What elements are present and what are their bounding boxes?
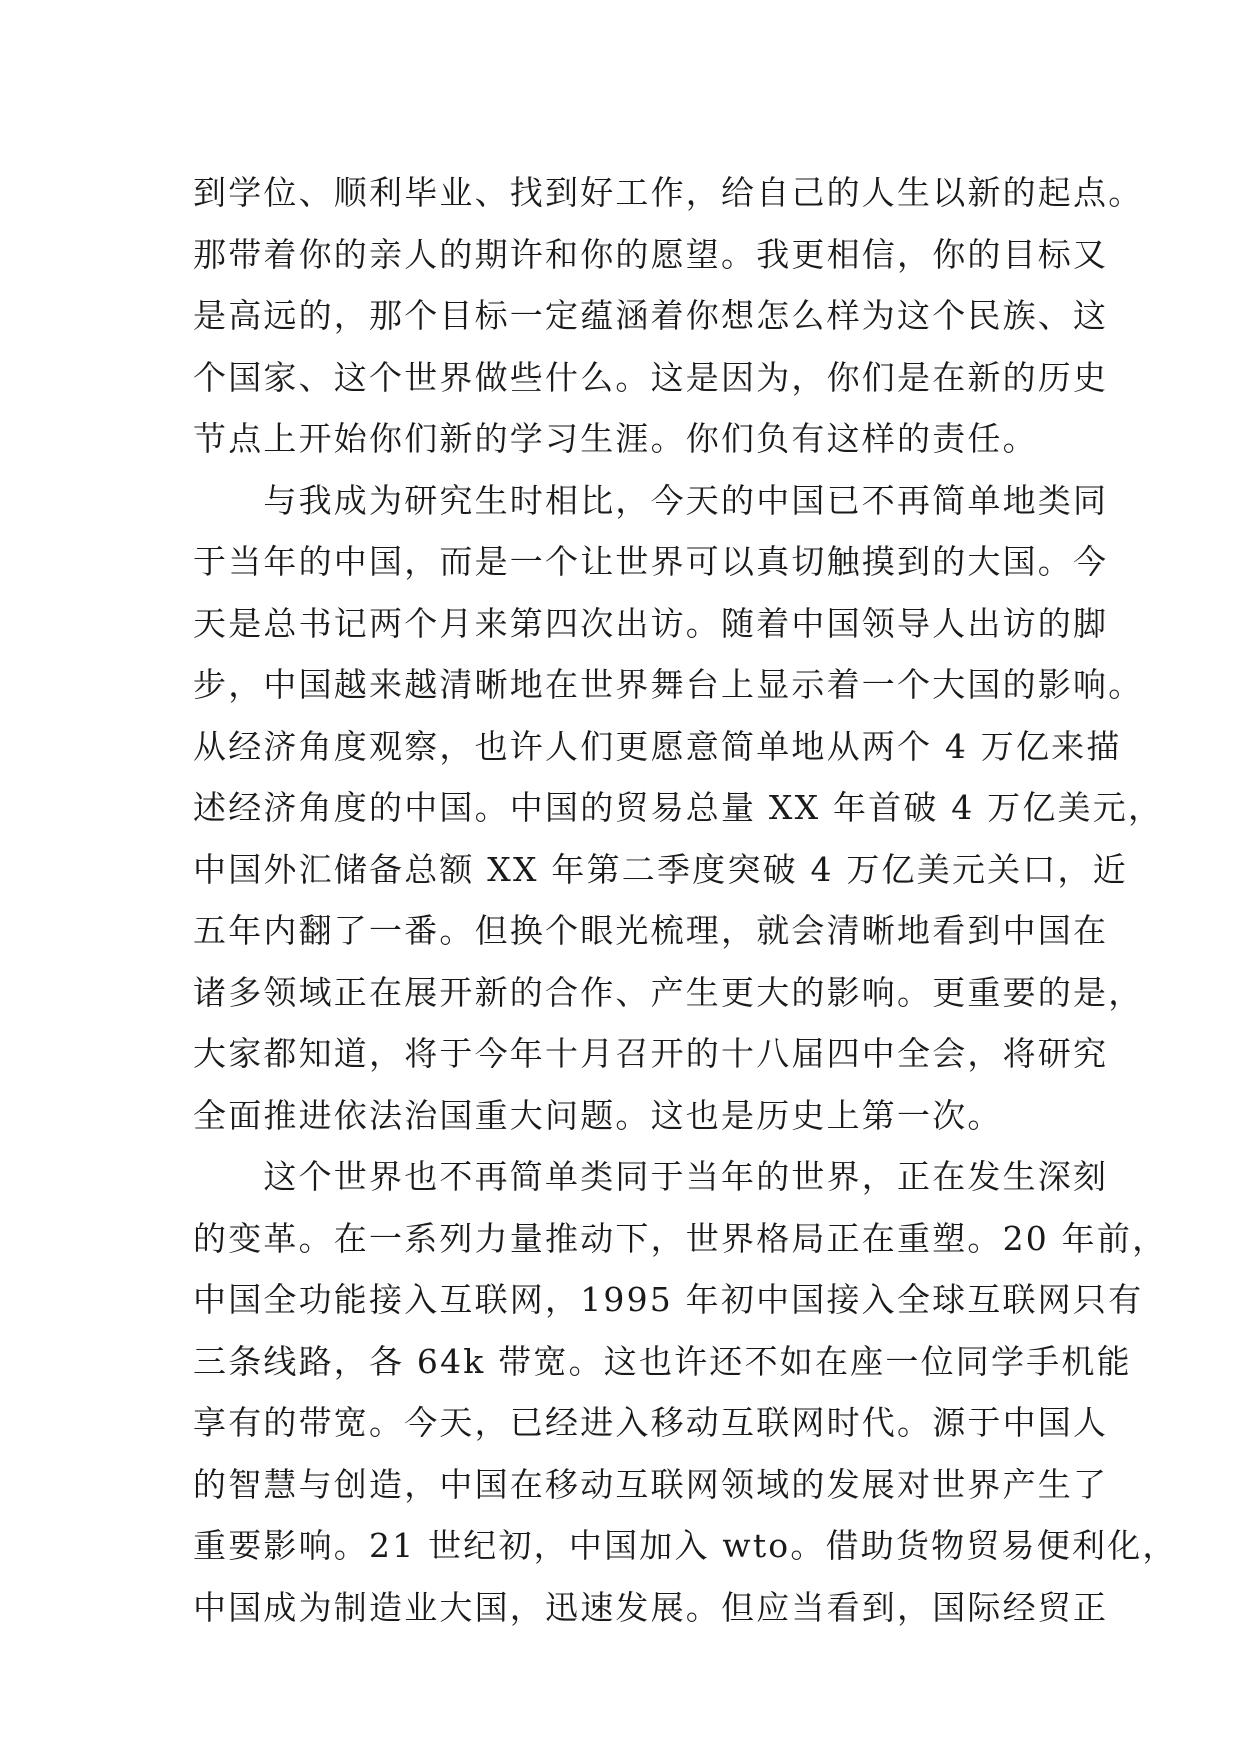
text-line: 那带着你的亲人的期许和你的愿望。我更相信，你的目标又 (193, 234, 1109, 274)
text-line: 中国外汇储备总额 XX 年第二季度突破 4 万亿美元关口，近 (193, 849, 1128, 889)
text-line: 三条线路，各 64k 带宽。这也许还不如在座一位同学手机能 (193, 1341, 1132, 1381)
text-line: 个国家、这个世界做些什么。这是因为，你们是在新的历史 (193, 357, 1109, 397)
text-line: 述经济角度的中国。中国的贸易总量 XX 年首破 4 万亿美元， (193, 788, 1164, 827)
text-line: 全面推进依法治国重大问题。这也是历史上第一次。 (193, 1095, 1003, 1135)
text-line: 中国全功能接入互联网，1995 年初中国接入全球互联网只有 (193, 1280, 1144, 1319)
text-line: 中国成为制造业大国，迅速发展。但应当看到，国际经贸正 (193, 1587, 1109, 1627)
text-line: 从经济角度观察，也许人们更愿意简单地从两个 4 万亿来描 (193, 726, 1122, 766)
text-line: 大家都知道，将于今年十月召开的十八届四中全会，将研究 (193, 1034, 1109, 1073)
text-line: 重要影响。21 世纪初，中国加入 wto。借助货物贸易便利化， (193, 1526, 1178, 1565)
text-line: 的智慧与创造，中国在移动互联网领域的发展对世界产生了 (193, 1464, 1109, 1504)
text-line: 步，中国越来越清晰地在世界舞台上显示着一个大国的影响。 (193, 665, 1144, 704)
text-line: 五年内翻了一番。但换个眼光梳理，就会清晰地看到中国在 (193, 911, 1109, 950)
text-line: 到学位、顺利毕业、找到好工作，给自己的人生以新的起点。 (193, 173, 1144, 212)
text-line: 的变革。在一系列力量推动下，世界格局正在重塑。20 年前， (193, 1218, 1168, 1258)
text-line: 节点上开始你们新的学习生涯。你们负有这样的责任。 (193, 419, 1038, 458)
text-line: 诸多领域正在展开新的合作、产生更大的影响。更重要的是， (193, 972, 1144, 1012)
body-text (193, 162, 1178, 1638)
text-line: 享有的带宽。今天，已经进入移动互联网时代。源于中国人 (193, 1403, 1109, 1442)
text-line: 是高远的，那个目标一定蕴涵着你想怎么样为这个民族、这 (193, 296, 1109, 335)
text-line: 天是总书记两个月来第四次出访。随着中国领导人出访的脚 (193, 603, 1109, 643)
text-line: 与我成为研究生时相比，今天的中国已不再简单地类同 (193, 480, 1109, 520)
text-line: 这个世界也不再简单类同于当年的世界，正在发生深刻 (193, 1157, 1109, 1196)
text-line: 于当年的中国，而是一个让世界可以真切触摸到的大国。今 (193, 542, 1109, 581)
